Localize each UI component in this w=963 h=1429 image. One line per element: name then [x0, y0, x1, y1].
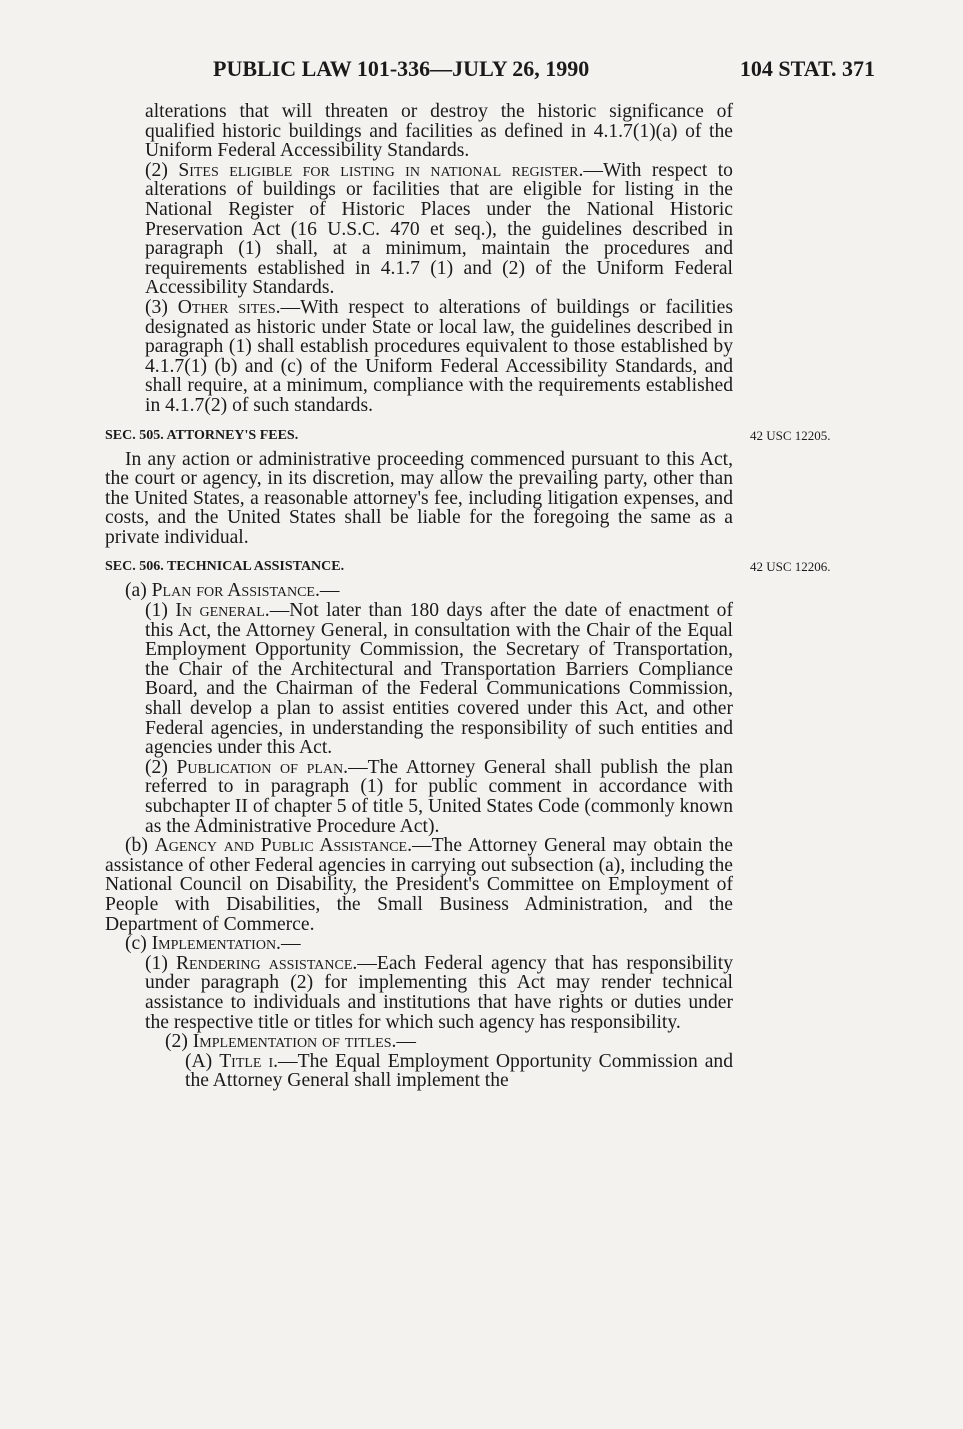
margin-citation-12205: 42 USC 12205. — [750, 427, 831, 443]
paragraph-a2-publication: (2) Publication of plan.—The Attorney General shall publish the plan referred to in paragraph (1) for public comment in accordance with subchapter II of chapter 5 of title 5, United States Code (commonly known as the Administrative Procedure Act). — [145, 756, 733, 837]
paragraph-continuation: alterations that will threaten or destroy the historic significance of qualified historic buildings and facilities as defined in 4.1.7(1)(a) of the Uniform Federal Accessibility Standards. — [145, 101, 733, 162]
margin-citation-12206: 42 USC 12206. — [750, 559, 831, 575]
running-title: PUBLIC LAW 101-336—JULY 26, 1990 — [213, 56, 590, 81]
section-505-heading: SEC. 505. ATTORNEY'S FEES. 42 USC 12205. — [105, 426, 733, 446]
paragraph-cA-title-i: (A) Title i.—The Equal Employment Opportunity Commission and the Attorney General shall implement the — [185, 1050, 734, 1092]
paragraph-c2-heading: (2) Implementation of titles.— — [165, 1031, 417, 1053]
paragraph-other-sites: (3) Other sites.—With respect to alterations of buildings or facilities designated as historic under State or local law, the guidelines described in paragraph (1) shall establish procedures equivalent to those established by 4.1.7(1) (b) and (c) of the Uniform Federal Accessibility Standards, and shall require, at a minimum, compliance with the requirements established in 4.1.7(2) of such standards. — [145, 296, 733, 416]
subsection-a-heading: (a) Plan for Assistance.— — [125, 580, 340, 602]
section-505-text: In any action or administrative proceeding commenced pursuant to this Act, the court or agency, in its discretion, may allow the prevailing party, other than the United States, a reasonable attorney's fee, including litigation expenses, and costs, and the United States shall be liable for the foregoing the same as a private individual. — [105, 448, 733, 548]
document-body — [105, 101, 831, 1092]
subsection-c-heading: (c) Implementation.— — [125, 933, 301, 955]
statute-page-number: 104 STAT. 371 — [739, 56, 875, 81]
page-header — [105, 56, 875, 90]
subsection-b-assistance: (b) Agency and Public Assistance.—The Attorney General may obtain the assistance of other Federal agencies in carrying out subsection (a), including the National Council on Disability, the President's Committee on Employment of People with Disabilities, the Small Business Administration, and the Department of Commerce. — [105, 835, 733, 935]
paragraph-a1-in-general: (1) In general.—Not later than 180 days after the date of enactment of this Act, the Attorney General, in consultation with the Chair of the Equal Employment Opportunity Commission, the Secretary of Transportation, the Chair of the Architectural and Transportation Barriers Compliance Board, and the Chairman of the Federal Communications Commission, shall develop a plan to assist entities covered under this Act, and other Federal agencies, in understanding the responsibility of such entities and agencies under this Act. — [145, 600, 733, 759]
paragraph-c1-rendering: (1) Rendering assistance.—Each Federal agency that has responsibility under paragraph (2) for implementing this Act may render technical assistance to individuals and institutions that have rights or duties under the respective title or titles for which such agency has responsibility. — [145, 952, 733, 1033]
section-506-heading: SEC. 506. TECHNICAL ASSISTANCE. 42 USC 12206. — [105, 557, 733, 577]
paragraph-sites-eligible: (2) Sites eligible for listing in national register.—With respect to alterations of buildings or facilities that are eligible for listing in the National Register of Historic Places under the National Historic Preservation Act (16 U.S.C. 470 et seq.), the guidelines described in paragraph (1) shall, at a minimum, maintain the procedures and requirements established in 4.1.7 (1) and (2) of the Uniform Federal Accessibility Standards. — [145, 159, 733, 299]
